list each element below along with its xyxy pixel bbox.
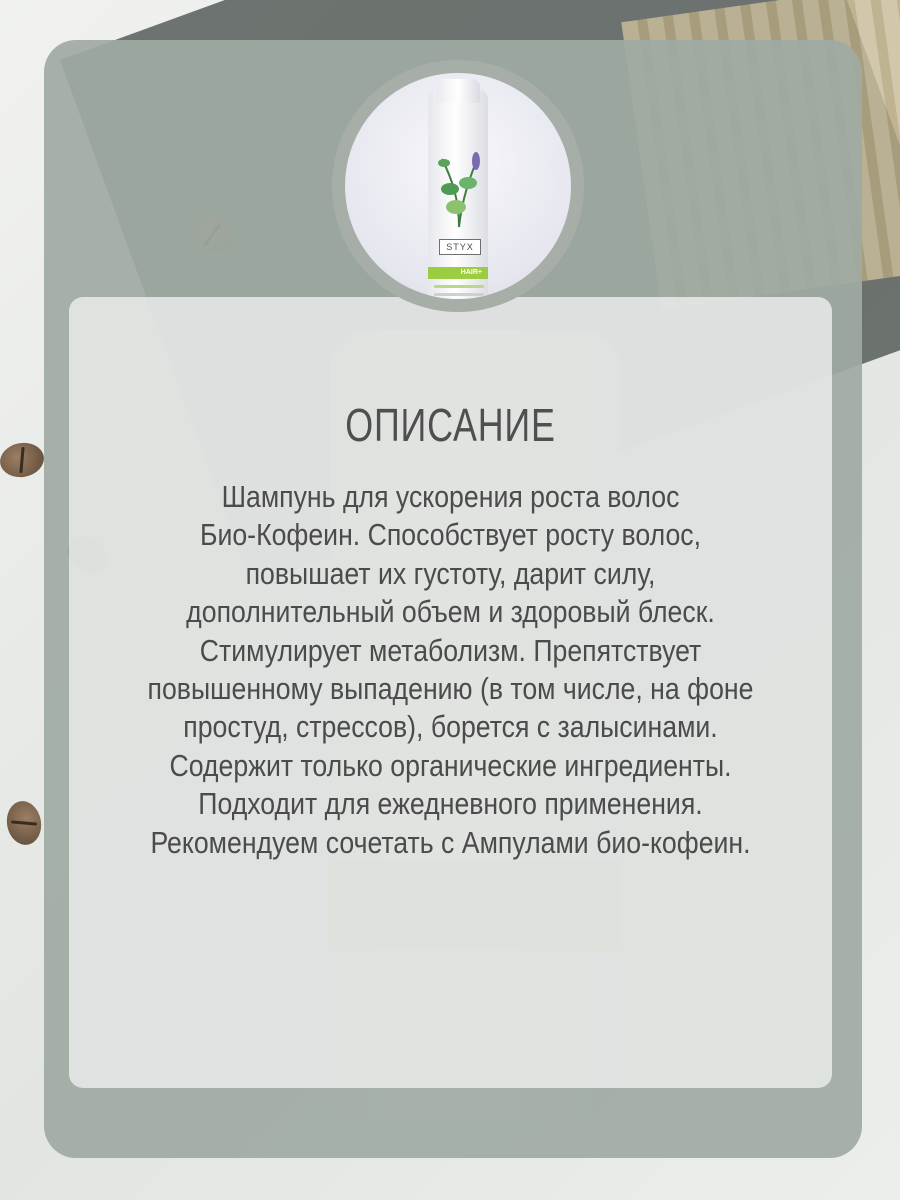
label-line — [434, 293, 484, 296]
shampoo-bottle — [428, 89, 488, 299]
description-line: простуд, стрессов), борется с залысинами. — [183, 709, 718, 745]
description-line: повышает их густоту, дарит силу, — [245, 555, 656, 591]
label-line — [434, 285, 484, 288]
description-line: Био-Кофеин. Способствует росту волос, — [199, 517, 702, 553]
section-title: ОПИСАНИЕ — [345, 399, 556, 451]
description-line: Подходит для ежедневного применения. — [198, 786, 703, 822]
description-line: Содержит только органические ингредиенты. — [169, 747, 732, 783]
description-line: дополнительный объем и здоровый блеск. — [186, 594, 715, 630]
product-photo — [345, 73, 571, 299]
herbs-illustration — [432, 149, 486, 229]
description-line: Рекомендуем сочетать с Ампулами био-кофеин. — [150, 824, 751, 860]
bottle-cap — [436, 79, 480, 103]
description-line: повышенному выпадению (в том числе, на фоне — [147, 671, 754, 707]
brand-logo: STYX — [439, 239, 481, 255]
product-line-band: HAIR+ — [428, 267, 488, 279]
description-line: Шампунь для ускорения роста волос — [221, 479, 680, 514]
description-line: Стимулирует метаболизм. Препятствует — [199, 632, 702, 668]
description-text — [69, 478, 832, 862]
